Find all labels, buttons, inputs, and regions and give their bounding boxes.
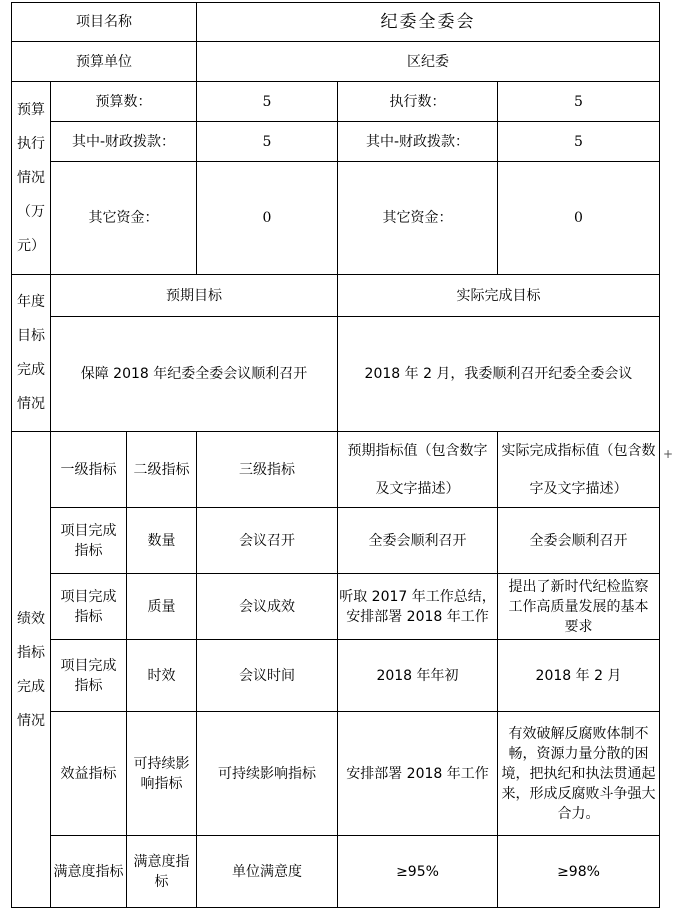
table-row-expected: 2018 年年初 — [338, 640, 498, 712]
budget-section-label-line: 执行 — [17, 136, 45, 152]
table-row-actual: 有效破解反腐败体制不畅，资源力量分散的困境，把执纪和执法贯通起来，形成反腐败斗争强大合力。 — [498, 712, 660, 836]
level3-header: 三级指标 — [197, 432, 338, 508]
actual-goal-header: 实际完成目标 — [338, 275, 660, 317]
exec-amount-label: 执行数： — [338, 82, 498, 122]
table-row-level2: 可持续影响指标 — [127, 712, 197, 836]
table-row-expected: 听取 2017 年工作总结，安排部署 2018 年工作 — [338, 574, 498, 640]
expected-value-header: 预期指标值（包含数字及文字描述） — [338, 432, 498, 508]
budget-section-label-line: （万 — [17, 204, 45, 220]
table-row-expected: ≥95% — [338, 836, 498, 908]
expected-goal-text: 保障 2018 年纪委全委会议顺利召开 — [51, 317, 338, 432]
budget-section-label-line: 元） — [17, 238, 45, 254]
table-row-actual: ≥98% — [498, 836, 660, 908]
annual-section-label-line: 年度 — [17, 294, 45, 310]
budget-section-label-line: 预算 — [17, 102, 45, 118]
budget-amount-value: 5 — [197, 82, 338, 122]
table-row-actual: 2018 年 2 月 — [498, 640, 660, 712]
annual-section-label-line: 目标 — [17, 328, 45, 344]
annual-section-label-line: 情况 — [17, 396, 45, 412]
exec-fiscal-allocation-label: 其中-财政拨款： — [338, 122, 498, 162]
table-row-expected: 全委会顺利召开 — [338, 508, 498, 574]
table-row-level2: 数量 — [127, 508, 197, 574]
table-row-level2: 时效 — [127, 640, 197, 712]
other-funds-label: 其它资金： — [51, 162, 197, 275]
table-row-level3: 会议成效 — [197, 574, 338, 640]
table-row-actual: 全委会顺利召开 — [498, 508, 660, 574]
budget-unit-label: 预算单位 — [11, 42, 197, 82]
table-row-level3: 可持续影响指标 — [197, 712, 338, 836]
exec-amount-value: 5 — [498, 82, 660, 122]
table-row-level1: 项目完成指标 — [51, 640, 127, 712]
project-name-value: 纪委全委会 — [197, 2, 660, 42]
performance-section-label-line: 情况 — [17, 712, 45, 729]
annual-section-label — [11, 275, 51, 432]
budget-section-label — [11, 82, 51, 275]
other-funds-value: 0 — [197, 162, 338, 275]
budget-amount-label: 预算数： — [51, 82, 197, 122]
table-row-level1: 效益指标 — [51, 712, 127, 836]
exec-other-funds-label: 其它资金： — [338, 162, 498, 275]
performance-section-label — [11, 432, 51, 908]
table-row-level3: 会议时间 — [197, 640, 338, 712]
performance-section-label-line: 绩效 — [17, 610, 45, 627]
project-name-label: 项目名称 — [11, 2, 197, 42]
level1-header: 一级指标 — [51, 432, 127, 508]
table-row-level2: 质量 — [127, 574, 197, 640]
exec-fiscal-allocation-value: 5 — [498, 122, 660, 162]
budget-unit-value: 区纪委 — [197, 42, 660, 82]
performance-section-label-line: 指标 — [17, 644, 45, 661]
table-row-level1: 项目完成指标 — [51, 574, 127, 640]
add-row-handle-icon[interactable]: + — [662, 447, 674, 461]
expected-goal-header: 预期目标 — [51, 275, 338, 317]
table-row-level3: 会议召开 — [197, 508, 338, 574]
annual-section-label-line: 完成 — [17, 362, 45, 378]
level2-header: 二级指标 — [127, 432, 197, 508]
actual-value-header: 实际完成指标值（包含数字及文字描述） — [498, 432, 660, 508]
table-row-level1: 项目完成指标 — [51, 508, 127, 574]
budget-section-label-line: 情况 — [17, 170, 45, 186]
table-row-level2: 满意度指标 — [127, 836, 197, 908]
fiscal-allocation-label: 其中-财政拨款： — [51, 122, 197, 162]
table-row-level1: 满意度指标 — [51, 836, 127, 908]
table-row-level3: 单位满意度 — [197, 836, 338, 908]
exec-other-funds-value: 0 — [498, 162, 660, 275]
table-row-actual: 提出了新时代纪检监察工作高质量发展的基本要求 — [498, 574, 660, 640]
performance-section-label-line: 完成 — [17, 678, 45, 695]
table-row-expected: 安排部署 2018 年工作 — [338, 712, 498, 836]
actual-goal-text: 2018 年 2 月，我委顺利召开纪委全委会议 — [338, 317, 660, 432]
fiscal-allocation-value: 5 — [197, 122, 338, 162]
